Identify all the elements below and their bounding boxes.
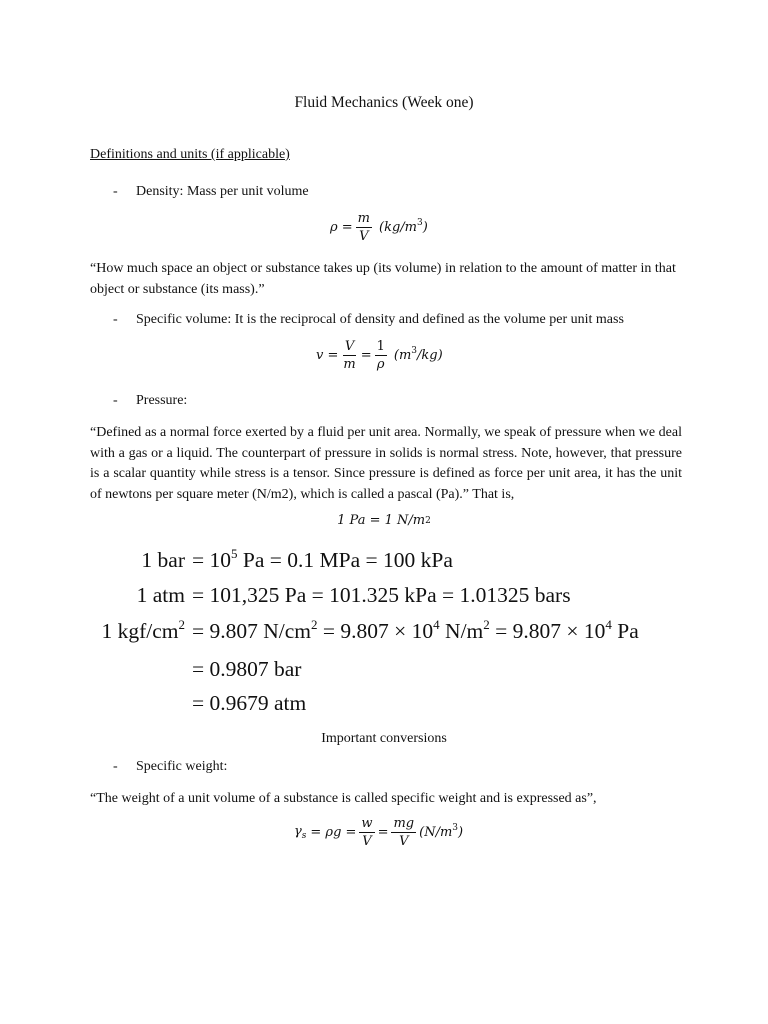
section-heading: Definitions and units (if applicable): [90, 147, 290, 162]
conversions-caption: Important conversions: [321, 731, 447, 746]
specific-weight-mid: = ρg =: [310, 825, 357, 840]
equals-sign: =: [377, 825, 389, 840]
fraction-numerator: w: [361, 816, 373, 831]
conv-bar-lhs: 1 bar: [141, 548, 185, 572]
conv-atm-rhs: = 101,325 Pa = 101.325 kPa = 1.01325 bars: [192, 583, 571, 607]
pascal-equation: 1 Pa = 1 N/m 2: [337, 513, 431, 528]
pressure-label: Pressure:: [136, 393, 188, 408]
bullet-dash: -: [113, 312, 118, 327]
bullet-dash: -: [113, 184, 118, 199]
density-denominator: V: [359, 229, 369, 244]
fraction-denominator: V: [362, 834, 372, 849]
specific-weight-quote: “The weight of a unit volume of a substance is called specific weight and is expressed as”,: [90, 791, 597, 806]
density-quote: “How much space an object or substance takes up (its volume) in relation to the amount of matter in that object or substance (its mass).”: [90, 261, 676, 297]
specific-weight-unit: $(N/m^3)$: [419, 823, 464, 840]
specific-weight-fraction-1: [359, 817, 374, 848]
specific-volume-label: Specific volume: It is the reciprocal of density and defined as the volume per unit mass: [136, 312, 624, 327]
specific-volume-equation: [316, 340, 443, 371]
density-equation: [330, 212, 428, 243]
density-lhs: ρ =: [330, 220, 353, 235]
density-fraction: [356, 212, 372, 243]
bullet-dash: -: [113, 759, 118, 774]
fraction-denominator: V: [399, 834, 409, 849]
specific-weight-equation: [294, 817, 463, 848]
specific-volume-unit: $(m^3/kg)$: [393, 346, 443, 363]
specific-weight-fraction-2: [391, 817, 416, 848]
fraction-numerator: V: [344, 339, 355, 354]
specific-volume-fraction-2: [375, 340, 387, 371]
fraction-denominator: ρ: [376, 357, 385, 372]
density-numerator: m: [357, 211, 370, 226]
density-unit: $(kg/m^3)$: [379, 218, 428, 235]
pressure-quote: “Defined as a normal force exerted by a fluid per unit area. Normally, we speak of pressure when we deal with a gas or a liquid. The counterpart of pressure in solids is normal stress. Note, however, that pressure is a scalar quantity while stress is a tensor. Since pressure is defined as force per unit area, it has the unit of newtons per square meter (N/m2), which is called a pascal (Pa).” That is,: [90, 425, 682, 502]
bullet-dash: -: [113, 393, 118, 408]
specific-weight-symbol: $\gamma_s$: [294, 824, 307, 841]
conv-bar-value: = 0.9807 bar: [192, 657, 302, 681]
conv-bar-rhs: = $10^5$ Pa = 0.1 MPa = 100 kPa: [192, 546, 453, 572]
equals-sign: =: [360, 348, 372, 363]
conv-atm-value: = 0.9679 atm: [192, 691, 307, 715]
fraction-numerator: mg: [393, 816, 415, 831]
conv-kgf-rhs: = 9.807 $N/cm^2 = 9.807 \times 10^4$ $N/m^2 = 9.807 \times 10^4$ Pa: [192, 617, 639, 643]
specific-weight-label: Specific weight:: [136, 759, 228, 774]
fraction-denominator: m: [343, 357, 356, 372]
conv-atm-lhs: 1 atm: [136, 583, 185, 607]
specific-volume-lhs: v =: [316, 348, 339, 363]
density-label: Density: Mass per unit volume: [136, 184, 309, 199]
conv-kgf-lhs: 1 kgf/$cm^2$: [101, 617, 185, 643]
fraction-numerator: 1: [376, 339, 385, 354]
page-title: Fluid Mechanics (Week one): [294, 94, 474, 111]
pascal-equation-text: 1 Pa = 1 N/m: [337, 513, 426, 528]
specific-volume-fraction-1: [341, 340, 357, 371]
